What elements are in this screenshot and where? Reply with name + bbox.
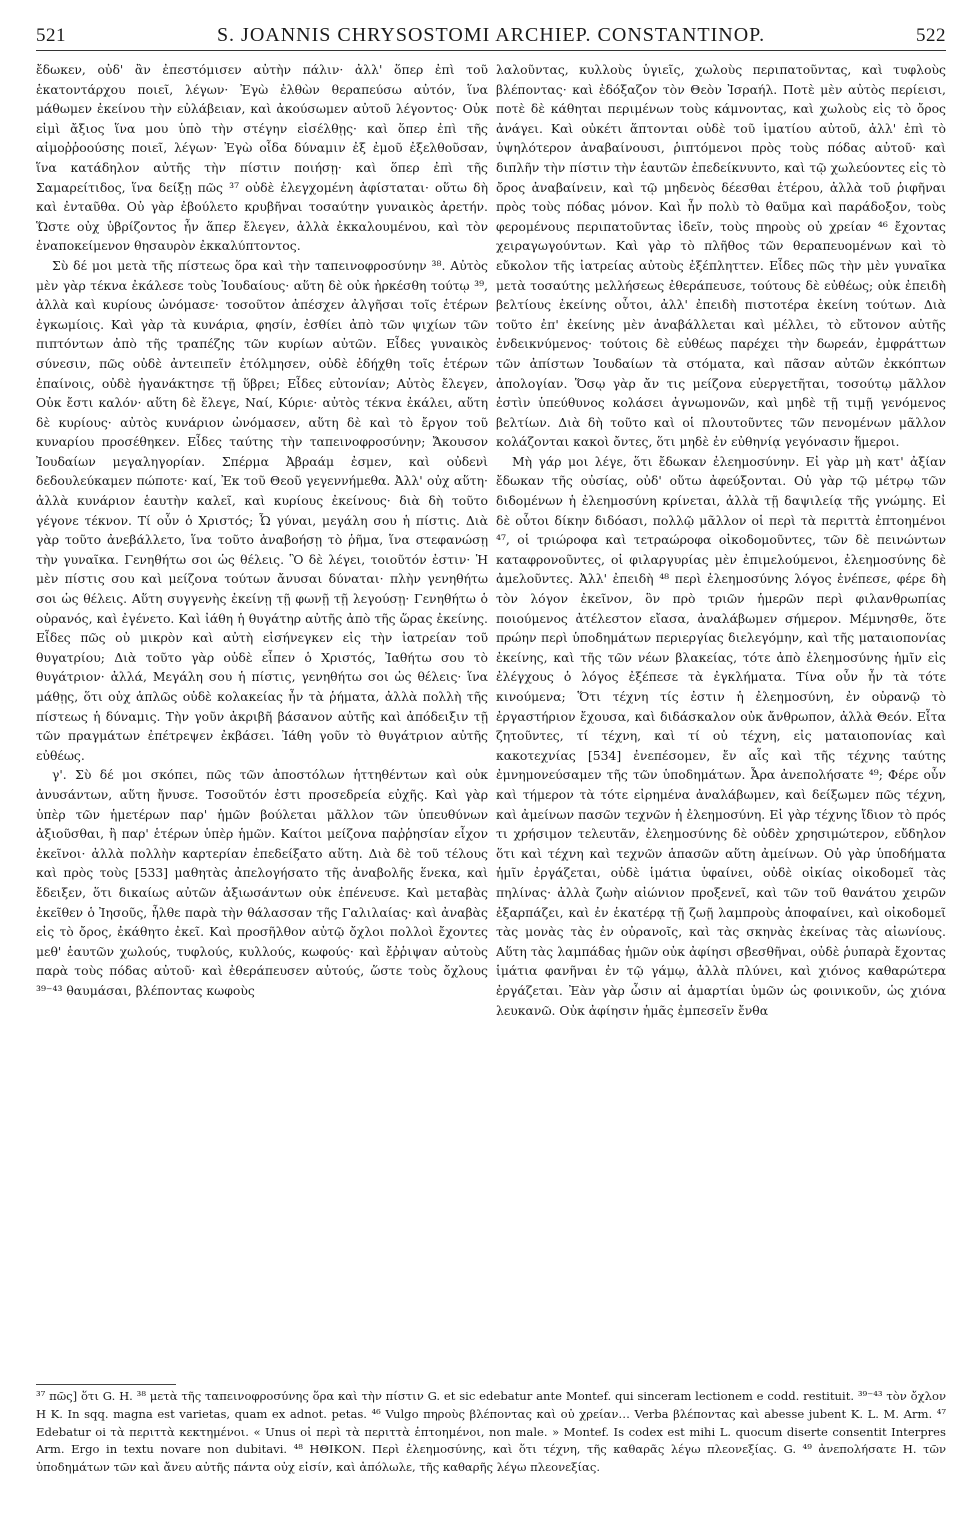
paragraph: γ'. Σὺ δέ μοι σκόπει, πῶς τῶν ἀποστόλων ἡττηθέντων καὶ οὐκ ἀνυσάντων, αὕτη ἤνυσε. Τοσοῦτόν ἐστι προσεδρεία εὐχῆς. Καὶ γὰρ ὑπὲρ τῶν ἡμετέρων παρ' ἡμῶν βούλεται μᾶλλον τῶν ὑπευθύνων ἀξιοῦσθαι, ἢ παρ' ἑτέρων ὑπὲρ ἡμῶν. Καίτοι μείζονα παῤῥησίαν εἶχον ἐκεῖνοι· ἀλλὰ πολλὴν καρτερίαν ἐπεδείξατο αὕτη. Διὰ δὲ τοῦ τέλους καὶ πρὸς τοὺς [533] μαθητὰς ἀπελογήσατο τῆς ἀναβολῆς ἕνεκα, καὶ ἔδειξεν, ὅτι δικαίως αὐτῶν ἀξιωσάντων οὐκ ἐπένευσε. Καὶ μεταβὰς ἐκεῖθεν ὁ Ἰησοῦς, ἦλθε παρὰ τὴν θάλασσαν τῆς Γαλιλαίας· καὶ ἀναβὰς εἰς τὸ ὄρος, ἐκάθητο ἐκεῖ. Καὶ προσῆλθον αὐτῷ ὄχλοι πολλοὶ ἔχοντες μεθ' ἑαυτῶν χωλούς, τυφλούς, κυλλούς, κωφούς· καὶ ἔῤῥιψαν αὐτοὺς παρὰ τοὺς πόδας αὐτοῦ· καὶ ἐθεράπευσεν αὐτούς, ὥστε τοὺς ὄχλους ³⁹⁻⁴³ θαυμάσαι, βλέποντας κωφοὺς bbox=[36, 767, 488, 998]
header-rule bbox=[36, 50, 946, 51]
paragraph: Σὺ δέ μοι μετὰ τῆς πίστεως ὅρα καὶ τὴν ταπεινοφροσύνην ³⁸. Αὐτὸς μὲν γὰρ τέκνα ἐκάλεσε τοὺς Ἰουδαίους· αὕτη δὲ οὐκ ἠρκέσθη τούτῳ ³⁹, ἀλλὰ καὶ κυρίους ὠνόμασε· τοσοῦτον ἀπέσχεν ἀλγῆσαι τοῖς ἑτέρων ἐγκωμίοις. Καὶ γὰρ τὰ κυνάρια, φησίν, ἐσθίει ἀπὸ τῶν ψιχίων τῶν πιπτόντων ἀπὸ τῆς τραπέζης τῶν κυρίων αὐτῶν. Εἶδες γυναικὸς σύνεσιν, πῶς οὐδὲ ἀντειπεῖν ἐτόλμησεν, οὐδὲ ἐδήχθη τοῖς ἑτέρων ἐπαίνοις, οὐδὲ ἠγανάκτησε τῇ ὕβρει; Εἶδες εὐτονίαν; Αὐτὸς ἔλεγεν, Οὐκ ἔστι καλόν· αὕτη δὲ ἔλεγε, Ναί, Κύριε· αὐτὸς τέκνα ἐκάλει, αὕτη δὲ κυρίους· αὐτὸς κυνάριον ὠνόμασεν, αὕτη δὲ καὶ τὸ ἔργον τοῦ κυναρίου προσέθηκεν. Εἶδες ταύτης τὴν ταπεινοφροσύνην; Ἄκουσον Ἰουδαίων μεγαληγορίαν. Σπέρμα Ἀβραάμ ἐσμεν, καὶ οὐδενὶ δεδουλεύκαμεν πώποτε· καί, Ἐκ τοῦ Θεοῦ γεγεννήμεθα. Ἀλλ' οὐχ αὕτη· ἀλλὰ κυνάριον ἑαυτὴν καλεῖ, καὶ κυρίους ἐκείνους· διὰ δὴ τοῦτο γέγονε τέκνον. Τί οὖν ὁ Χριστός; Ὦ γύναι, μεγάλη σου ἡ πίστις. Διὰ γὰρ τοῦτο ἀνεβάλλετο, ἵνα τοῦτο ἀναβοήσῃ τὸ ῥῆμα, ἵνα στεφανώσῃ τὴν γυναῖκα. Γενηθήτω σοι ὡς θέλεις. Ὃ δὲ λέγει, τοιοῦτόν ἐστιν· Ἡ μὲν πίστις σου καὶ μείζονα τούτων ἄνυσαι δύναται· πλὴν γενηθήτω σοι ὡς θέλεις. Αὕτη συγγενὴς ἐκείνῃ τῇ φωνῇ τῇ λεγούσῃ· Γενηθήτω ὁ οὐρανός, καὶ ἐγένετο. Καὶ ἰάθη ἡ θυγάτηρ αὐτῆς ἀπὸ τῆς ὥρας ἐκείνης. Εἶδες πῶς οὐ μικρὸν καὶ αὐτὴ εἰσήνεγκεν εἰς τὴν ἰατρείαν τοῦ θυγατρίου; Διὰ τοῦτο γὰρ οὐδὲ εἶπεν ὁ Χριστός, Ἰαθήτω σου τὸ θυγάτριον· ἀλλά, Μεγάλη σου ἡ πίστις, γενηθήτω σοι ὡς θέλεις· ἵνα μάθῃς, ὅτι οὐχ ἁπλῶς οὐδὲ κολακείας ἦν τὰ ῥήματα, ἀλλὰ πολλὴ τῆς πίστεως ἡ δύναμις. Τὴν γοῦν ἀκριβῆ βάσανον αὐτῆς καὶ ἀπόδειξιν τῇ τῶν πραγμάτων ἐπέτρεψεν ἐκβάσει. Ἰάθη γοῦν τὸ θυγάτριον αὐτῆς εὐθέως. bbox=[36, 257, 488, 763]
footnote-rule bbox=[36, 1384, 176, 1385]
right-column bbox=[496, 60, 946, 1382]
paragraph: Μὴ γάρ μοι λέγε, ὅτι ἔδωκαν ἐλεημοσύνην. Εἰ γὰρ μὴ κατ' ἀξίαν ἔδωκαν τῆς οὐσίας, οὐδ' οὕτω ἀφεύξονται. Οὐ γὰρ τῷ μέτρῳ τῶν διδομένων ἡ ἐλεημοσύνη κρίνεται, ἀλλὰ τῇ δαψιλείᾳ τῆς γνώμης. Εἰ δὲ οὗτοι δίκην διδόασι, πολλῷ μᾶλλον οἱ περὶ τὰ περιττὰ ἐπτοημένοι ⁴⁷, οἱ τριώροφα καὶ τετραώροφα οἰκοδομοῦντες, τῶν δὲ πεινώντων καταφρονοῦντες, οἱ φιλαργυρίας μὲν ἐπιμελούμενοι, ἐλεημοσύνης δὲ ἀμελοῦντες. Ἀλλ' ἐπειδὴ ⁴⁸ περὶ ἐλεημοσύνης λόγος ἐνέπεσε, φέρε δὴ τὸν λόγον ἐκεῖνον, ὃν πρὸ τριῶν ἡμερῶν περὶ φιλανθρωπίας ποιούμενος ἀτέλεστον εἴασα, ἀναλάβωμεν σήμερον. Μέμνησθε, ὅτε πρώην περὶ ὑποδημάτων περιεργίας διελεγόμην, καὶ τῆς ματαιοπονίας ἐκείνης, καὶ τῆς τῶν νέων βλακείας, τότε ἀπὸ ἐλεημοσύνης ἡμῖν εἰς ἐλέγχους ὁ λόγος ἐξέπεσε τὰ ἐγκλήματα. Τίνα οὖν ἦν τὰ τότε κινούμενα; Ὅτι τέχνη τίς ἐστιν ἡ ἐλεημοσύνη, ἐν οὐρανῷ τὸ ἐργαστήριον ἔχουσα, καὶ διδάσκαλον οὐκ ἄνθρωπον, ἀλλὰ Θεόν. Εἶτα ζητοῦντες, τί τέχνη, καὶ τί οὐ τέχνη, εἰς ματαιοπονίας καὶ κακοτεχνίας [534] ἐνεπέσομεν, ἔν αἷς καὶ τῆς τέχνης ταύτης ἐμνημονεύσαμεν τῆς τῶν ὑποδημάτων. Ἆρα ἀνεπολήσατε ⁴⁹; Φέρε οὖν καὶ τήμερον τὰ τότε εἰρημένα ἀναλάβωμεν, καὶ δείξωμεν πῶς τέχνη, καὶ ἀμείνων πασῶν τεχνῶν ἡ ἐλεημοσύνη. Εἰ γὰρ τέχνης ἴδιον τὸ πρός τι χρήσιμον τελευτᾶν, ἐλεημοσύνης δὲ οὐδὲν χρησιμώτερον, εὔδηλον ὅτι καὶ τέχνη καὶ τεχνῶν ἁπασῶν αὕτη ἀμείνων. Οὐ γὰρ ὑποδήματα ἡμῖν ἐργάζεται, οὐδὲ ἱμάτια ὑφαίνει, οὐδὲ οἰκίας οἰκοδομεῖ τὰς πηλίνας· ἀλλὰ ζωὴν αἰώνιον προξενεῖ, καὶ τῶν τοῦ θανάτου χειρῶν ἐξαρπάζει, καὶ ἐν ἑκατέρᾳ τῇ ζωῇ λαμπροὺς ἀποφαίνει, καὶ οἰκοδομεῖ τὰς μονὰς τὰς ἐν οὐρανοῖς, καὶ τὰς σκηνὰς ἐκείνας τὰς αἰωνίους. Αὕτη τὰς λαμπάδας ἡμῶν οὐκ ἀφίησι σβεσθῆναι, οὐδὲ ῥυπαρὰ ἔχοντας ἱμάτια φανῆναι ἐν τῷ γάμῳ, ἀλλὰ πλύνει, καὶ χιόνος καθαρώτερα ἐργάζεται. Ἐὰν γὰρ ὦσιν αἱ ἁμαρτίαι ὑμῶν ὡς φοινικοῦν, ὡς χιόνα λευκανῶ. Οὐκ ἀφίησιν ἡμᾶς ἐμπεσεῖν ἔνθα bbox=[496, 453, 946, 1018]
page-number-left: 521 bbox=[36, 25, 66, 46]
footnote-text: ³⁷ πῶς] ὅτι G. H. ³⁸ μετὰ τῆς ταπεινοφροσύνης ὅρα καὶ τὴν πίστιν G. et sic edebatur ante Montef. qui sinceram lectionem e codd. restituit. ³⁹⁻⁴³ τὸν ὄχλον H K. In sqq. magna est varietas, quam ex adnot. petas. ⁴⁶ Vulgo πηροὺς βλέποντας καὶ οὐ χρείαν… Verba βλέποντας καὶ abesse jubent K. L. M. Arm. ⁴⁷ Edebatur oi τὰ περιττὰ κεκτημένοι. « Unus οἱ περὶ τὰ περιττὰ ἐπτοημένοι, non male. » Montef. Is codex est mihi L. quocum diserte consentit Interpres Arm. Ergo in textu novare non dubitavi. ⁴⁸ ΗΘΙΚΟΝ. Περὶ ἐλεημοσύνης, καὶ ὅτι τέχνη, τῆς καθαρᾶς λέγω πλεονεξίας. G. ⁴⁹ ἀνεπολήσατε H. τῶν ὑποδημάτων τῶν καὶ ἄνευ αὐτῆς πάντα οὐχ εἰσίν, καὶ ἀπόλωλε, τῆς καθαρῆς λέγω πλεονεξίας. bbox=[36, 1389, 946, 1475]
left-column bbox=[36, 60, 488, 1382]
paragraph: ἔδωκεν, οὐδ' ἂν ἐπεστόμισεν αὐτὴν πάλιν· ἀλλ' ὅπερ ἐπὶ τοῦ ἑκατοντάρχου ποιεῖ, λέγων· Ἐγὼ ἐλθὼν θεραπεύσω αὐτόν, ἵνα μάθωμεν ἐκείνου τὴν εὐλάβειαν, καὶ ἀκούσωμεν αὐτοῦ λέγοντος· Οὐκ εἰμὶ ἄξιος ἵνα μου ὑπὸ τὴν στέγην εἰσέλθῃς· καὶ ὅπερ ἐπὶ τῆς αἱμοῤῥοούσης ποιεῖ, λέγων· Ἐγὼ οἶδα δύναμιν ἐξ ἐμοῦ ἐξελθοῦσαν, ἵνα κατάδηλον αὐτῆς τὴν πίστιν ποιήσῃ· καὶ ὅπερ ἐπὶ τῆς Σαμαρείτιδος, ἵνα δείξῃ πῶς ³⁷ οὐδὲ ἐλεγχομένη ἀφίσταται· οὕτω δὴ καὶ ἐνταῦθα. Οὐ γὰρ ἐβούλετο κρυβῆναι τοσαύτην γυναικὸς ἀρετήν. Ὥστε οὐχ ὑβρίζοντος ἦν ἅπερ ἔλεγεν, ἀλλὰ ἐκκαλουμένου, καὶ τὸν ἐναποκείμενον θησαυρὸν ἐκκαλύπτοντος. bbox=[36, 62, 488, 254]
footnotes bbox=[36, 1388, 946, 1534]
page-number-right: 522 bbox=[916, 25, 946, 46]
paragraph: λαλοῦντας, κυλλοὺς ὑγιεῖς, χωλοὺς περιπατοῦντας, καὶ τυφλοὺς βλέποντας· καὶ ἐδόξαζον τὸν Θεὸν Ἰσραήλ. Ποτὲ μὲν αὐτὸς περίεισι, ποτὲ δὲ κάθηται περιμένων τοὺς κάμνοντας, καὶ χωλοὺς εἰς τὸ ὄρος ἀνάγει. Καὶ οὐκέτι ἅπτονται οὐδὲ τοῦ ἱματίου αὐτοῦ, ἀλλ' ἐπὶ τὸ ὑψηλότερον ἀναβαίνουσι, ῥιπτόμενοι πρὸς τοὺς πόδας αὐτοῦ· καὶ διπλῆν τὴν πίστιν τὴν ἑαυτῶν ἐπεδείκνυντο, καὶ τῷ χωλεύοντες εἰς τὸ ὄρος ἀναβαίνειν, καὶ τῷ μηδενὸς δέεσθαι ἑτέρου, ἀλλὰ τοῦ ῥιφῆναι πρὸς τοὺς πόδας μόνον. Καὶ ἦν πολὺ τὸ θαῦμα καὶ παράδοξον, τοὺς φερομένους περιπατοῦντας ἰδεῖν, τοὺς πηροὺς οὐ χρείαν ⁴⁶ ἔχοντας χειραγωγούντων. Καὶ γὰρ τὸ πλῆθος τῶν θεραπευομένων καὶ τὸ εὔκολον τῆς ἰατρείας αὐτοὺς ἐξέπληττεν. Εἶδες πῶς τὴν μὲν γυναῖκα μετὰ τοσαύτης μελλήσεως ἐθεράπευσε, τούτους δὲ εὐθέως; οὐκ ἐπειδὴ βελτίους ἐκείνης οὗτοι, ἀλλ' ἐπειδὴ πιστοτέρα ἐκείνη τούτων. Διὰ τοῦτο ἐπ' ἐκείνης μὲν ἀναβάλλεται καὶ μέλλει, τὸ εὔτονον αὐτῆς ἐνδεικνύμενος· τούτοις δὲ εὐθέως παρέχει τὴν δωρεάν, ἐμφράττων τῶν ἀπίστων Ἰουδαίων τὰ στόματα, καὶ πᾶσαν αὐτῶν ἐκκόπτων ἀπολογίαν. Ὅσῳ γὰρ ἄν τις μείζονα εὐεργετῆται, τοσούτῳ μᾶλλον ἐστὶν ὑπεύθυνος κολάσει ἀγνωμονῶν, καὶ μηδὲ τῇ τιμῇ γενόμενος βελτίων. Διὰ δὴ τοῦτο καὶ οἱ πλουτοῦντες τῶν πενομένων μᾶλλον κολάζονται κακοὶ ὄντες, ὅτι μηδὲ ἐν εὐθηνίᾳ γεγόνασιν ἥμεροι. bbox=[496, 62, 946, 450]
running-title: S. JOANNIS CHRYSOSTOMI ARCHIEP. CONSTANTINOP. bbox=[216, 24, 766, 46]
running-header bbox=[36, 24, 946, 50]
